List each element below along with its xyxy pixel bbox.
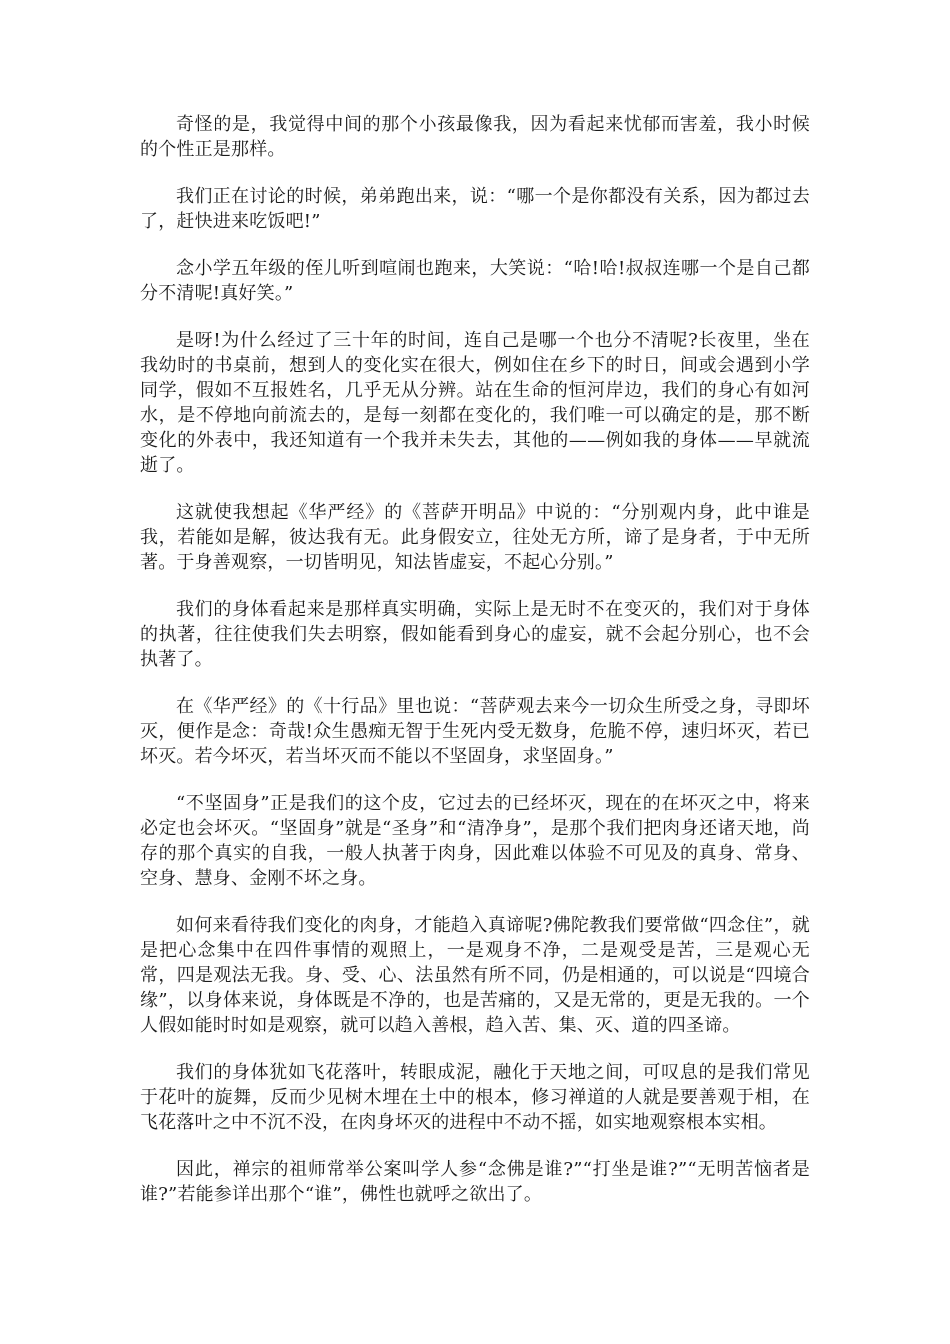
- paragraph-5: 这就使我想起《华严经》的《菩萨开明品》中说的：“分别观内身，此中谁是我，若能如是解，彼达我有无。此身假安立，往处无方所，谛了是身者，于中无所著。于身善观察，一切皆明见，知法皆虚妄，不起心分别。”: [140, 502, 810, 573]
- paragraph-1: 奇怪的是，我觉得中间的那个小孩最像我，因为看起来忧郁而害羞，我小时候的个性正是那样。: [140, 114, 810, 160]
- paragraph-7: 在《华严经》的《十行品》里也说：“菩萨观去来今一切众生所受之身，寻即坏灭，便作是念：奇哉!众生愚痴无智于生死内受无数身，危脆不停，速归坏灭，若已坏灭。若今坏灭，若当坏灭而不能以不坚固身，求坚固身。”: [140, 696, 810, 767]
- paragraph-6: 我们的身体看起来是那样真实明确，实际上是无时不在变灭的，我们对于身体的执著，往往使我们失去明察，假如能看到身心的虚妄，就不会起分别心，也不会执著了。: [140, 599, 810, 670]
- paragraph-11: 因此，禅宗的祖师常举公案叫学人参“念佛是谁?”“打坐是谁?”“无明苦恼者是谁?”若能参详出那个“谁”，佛性也就呼之欲出了。: [140, 1159, 810, 1205]
- paragraph-3: 念小学五年级的侄儿听到喧闹也跑来，大笑说：“哈!哈!叔叔连哪一个是自己都分不清呢!真好笑。”: [140, 258, 810, 304]
- paragraph-4: 是呀!为什么经过了三十年的时间，连自己是哪一个也分不清呢?长夜里，坐在我幼时的书桌前，想到人的变化实在很大，例如住在乡下的时日，间或会遇到小学同学，假如不互报姓名，几乎无从分辨。站在生命的恒河岸边，我们的身心有如河水，是不停地向前流去的，是每一刻都在变化的，我们唯一可以确定的是，那不断变化的外表中，我还知道有一个我并未失去，其他的——例如我的身体——早就流逝了。: [140, 330, 810, 476]
- paragraph-2: 我们正在讨论的时候，弟弟跑出来，说：“哪一个是你都没有关系，因为都过去了，赶快进来吃饭吧!”: [140, 186, 810, 232]
- paragraph-9: 如何来看待我们变化的肉身，才能趋入真谛呢?佛陀教我们要常做“四念住”，就是把心念集中在四件事情的观照上，一是观身不净，二是观受是苦，三是观心无常，四是观法无我。身、受、心、法虽然有所不同，仍是相通的，可以说是“四境合缘”，以身体来说，身体既是不净的，也是苦痛的，又是无常的，更是无我的。一个人假如能时时如是观察，就可以趋入善根，趋入苦、集、灭、道的四圣谛。: [140, 915, 810, 1036]
- paragraph-8: “不坚固身”正是我们的这个皮，它过去的已经坏灭，现在的在坏灭之中，将来必定也会坏灭。“坚固身”就是“圣身”和“清净身”，是那个我们把肉身还诸天地，尚存的那个真实的自我，一般人执著于肉身，因此难以体验不可见及的真身、常身、空身、慧身、金刚不坏之身。: [140, 793, 810, 889]
- paragraph-10: 我们的身体犹如飞花落叶，转眼成泥，融化于天地之间，可叹息的是我们常见于花叶的旋舞，反而少见树木埋在土中的根本，修习禅道的人就是要善观于相，在飞花落叶之中不沉不没，在肉身坏灭的进程中不动不摇，如实地观察根本实相。: [140, 1062, 810, 1133]
- document-page: [140, 112, 810, 1229]
